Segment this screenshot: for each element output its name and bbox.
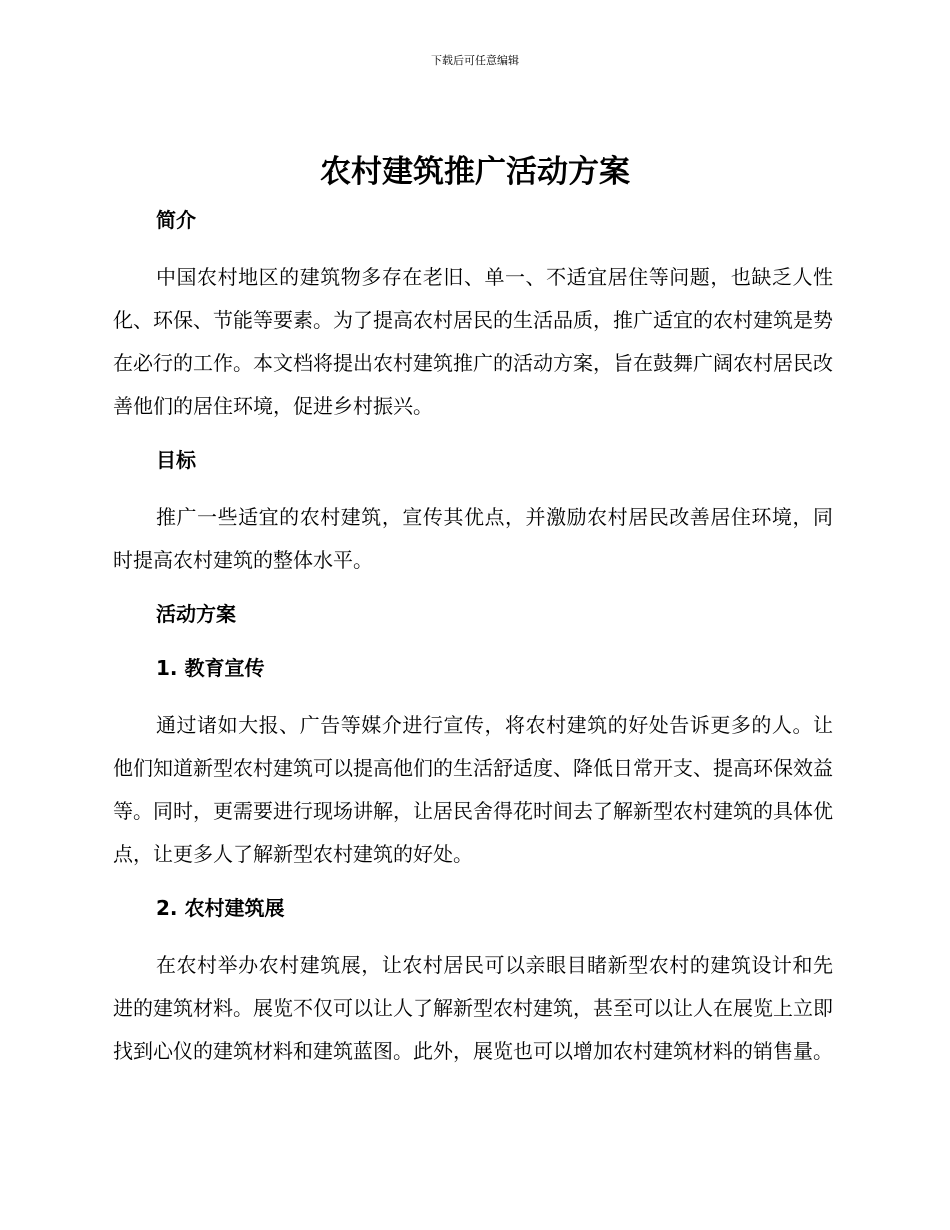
subsection-heading-education: 1. 教育宣传 bbox=[156, 656, 265, 680]
document-body bbox=[113, 198, 833, 1073]
section-heading-plan: 活动方案 bbox=[156, 602, 236, 626]
document-title: 农村建筑推广活动方案 bbox=[320, 154, 630, 190]
header-note: 下载后可任意编辑 bbox=[431, 54, 519, 67]
subsection-text-exhibition: 在农村举办农村建筑展，让农村居民可以亲眼目睹新型农村的建筑设计和先进的建筑材料。展览不仅可以让人了解新型农村建筑，甚至可以让人在展览上立即找到心仪的建筑材料和建筑蓝图。此外，展览也可以增加农村建筑材料的销售量。 bbox=[113, 953, 833, 1063]
subsection-heading-exhibition: 2. 农村建筑展 bbox=[156, 896, 285, 920]
section-text-goal: 推广一些适宜的农村建筑，宣传其优点，并激励农村居民改善居住环境，同时提高农村建筑的整体水平。 bbox=[113, 505, 833, 572]
section-text-intro: 中国农村地区的建筑物多存在老旧、单一、不适宜居住等问题，也缺乏人性化、环保、节能等要素。为了提高农村居民的生活品质，推广适宜的农村建筑是势在必行的工作。本文档将提出农村建筑推广的活动方案，旨在鼓舞广阔农村居民改善他们的居住环境，促进乡村振兴。 bbox=[113, 265, 833, 418]
section-heading-intro: 简介 bbox=[156, 208, 196, 232]
section-heading-goal: 目标 bbox=[156, 448, 196, 472]
subsection-text-education: 通过诸如大报、广告等媒介进行宣传，将农村建筑的好处告诉更多的人。让他们知道新型农村建筑可以提高他们的生活舒适度、降低日常开支、提高环保效益等。同时，更需要进行现场讲解，让居民舍得花时间去了解新型农村建筑的具体优点，让更多人了解新型农村建筑的好处。 bbox=[113, 713, 833, 866]
